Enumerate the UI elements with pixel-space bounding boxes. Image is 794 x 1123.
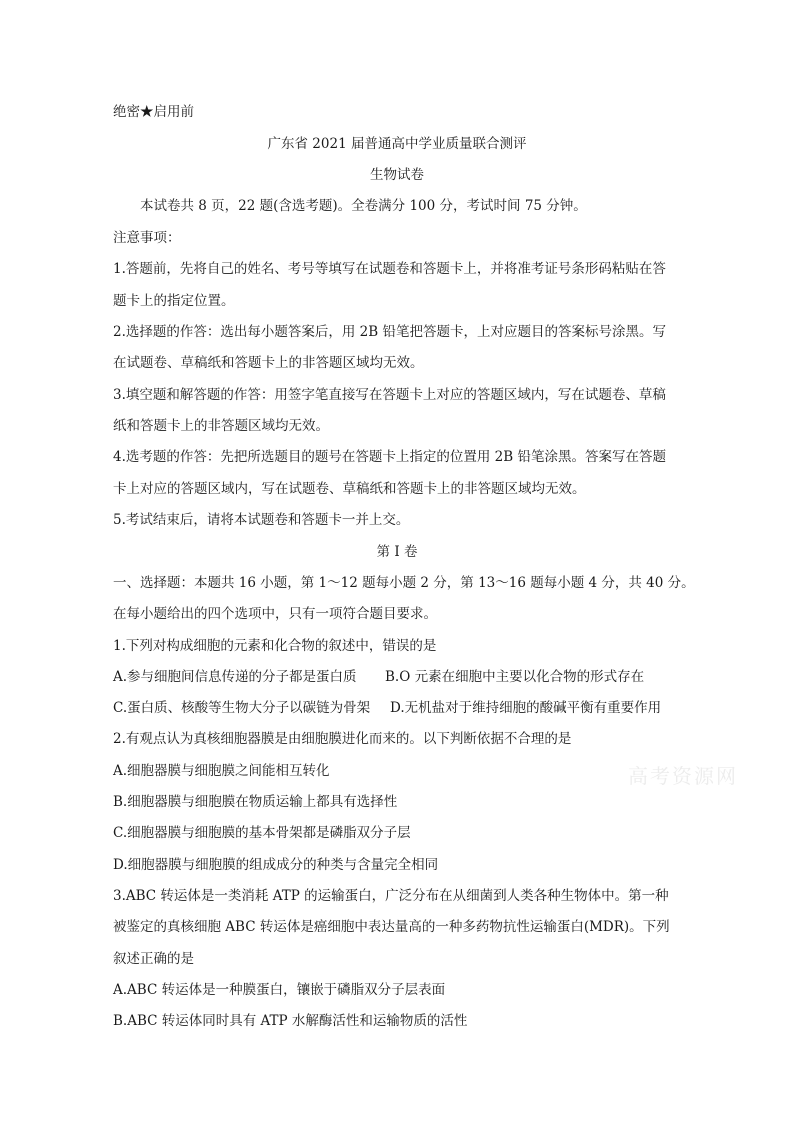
volume-heading: 第 I 卷 bbox=[376, 544, 418, 560]
question-1-option-b: B.O 元素在细胞中主要以化合物的形式存在 bbox=[385, 669, 645, 685]
note-line: 3.填空题和解答题的作答：用签字笔直接写在答题卡上对应的答题区域内，写在试题卷、草稿 bbox=[113, 387, 666, 403]
question-2-option-b: B.细胞器膜与细胞膜在物质运输上都具有选择性 bbox=[113, 794, 398, 810]
question-1-option-c: C.蛋白质、核酸等生物大分子以碳链为骨架 bbox=[113, 700, 371, 716]
question-1-option-a: A.参与细胞间信息传递的分子都是蛋白质 bbox=[113, 669, 357, 685]
exam-title: 广东省 2021 届普通高中学业质量联合测评 bbox=[267, 136, 527, 152]
exam-intro: 本试卷共 8 页，22 题(含选考题)。全卷满分 100 分，考试时间 75 分钟。 bbox=[140, 198, 587, 214]
note-line: 4.选考题的作答：先把所选题目的题号在答题卡上指定的位置用 2B 铅笔涂黑。答案写在答题 bbox=[113, 449, 666, 465]
question-1-option-d: D.无机盐对于维持细胞的酸碱平衡有重要作用 bbox=[390, 700, 662, 716]
note-line: 5.考试结束后，请将本试题卷和答题卡一并上交。 bbox=[113, 512, 410, 528]
question-3-stem: 3.ABC 转运体是一类消耗 ATP 的运输蛋白，广泛分布在从细菌到人类各种生物体中。第一种 bbox=[113, 888, 669, 904]
question-3-stem: 被鉴定的真核细胞 ABC 转运体是癌细胞中表达量高的一种多药物抗性运输蛋白(MDR)。下列 bbox=[113, 919, 670, 935]
question-2-option-d: D.细胞器膜与细胞膜的组成成分的种类与含量完全相同 bbox=[113, 857, 439, 873]
note-line: 卡上对应的答题区域内，写在试题卷、草稿纸和答题卡上的非答题区域均无效。 bbox=[113, 481, 586, 497]
notes-heading: 注意事项： bbox=[113, 230, 181, 246]
question-1-stem: 1.下列对构成细胞的元素和化合物的叙述中，错误的是 bbox=[113, 638, 437, 654]
note-line: 题卡上的指定位置。 bbox=[113, 293, 235, 309]
question-3-stem: 叙述正确的是 bbox=[113, 951, 194, 967]
question-3-option-a: A.ABC 转运体是一种膜蛋白，镶嵌于磷脂双分子层表面 bbox=[113, 982, 446, 998]
confidential-label: 绝密★启用前 bbox=[113, 104, 194, 120]
note-line: 纸和答题卡上的非答题区域均无效。 bbox=[113, 418, 329, 434]
question-2-option-a: A.细胞器膜与细胞膜之间能相互转化 bbox=[113, 763, 330, 779]
note-line: 在试题卷、草稿纸和答题卡上的非答题区域均无效。 bbox=[113, 355, 424, 371]
question-3-option-b: B.ABC 转运体同时具有 ATP 水解酶活性和运输物质的活性 bbox=[113, 1013, 468, 1029]
note-line: 1.答题前，先将自己的姓名、考号等填写在试题卷和答题卡上，并将准考证号条形码粘贴在答 bbox=[113, 261, 666, 277]
section-instruction: 在每小题给出的四个选项中，只有一项符合题目要求。 bbox=[113, 606, 437, 622]
subject-title: 生物试卷 bbox=[370, 167, 424, 183]
question-2-option-c: C.细胞器膜与细胞膜的基本骨架都是磷脂双分子层 bbox=[113, 825, 411, 841]
question-2-stem: 2.有观点认为真核细胞器膜是由细胞膜进化而来的。以下判断依据不合理的是 bbox=[113, 731, 572, 747]
note-line: 2.选择题的作答：选出每小题答案后，用 2B 铅笔把答题卡，上对应题目的答案标号涂黑。写 bbox=[113, 324, 666, 340]
section-instruction: 一、选择题：本题共 16 小题，第 1～12 题每小题 2 分，第 13～16 题每小题 4 分，共 40 分。 bbox=[113, 575, 695, 591]
watermark: 高考资源网 bbox=[628, 764, 738, 788]
